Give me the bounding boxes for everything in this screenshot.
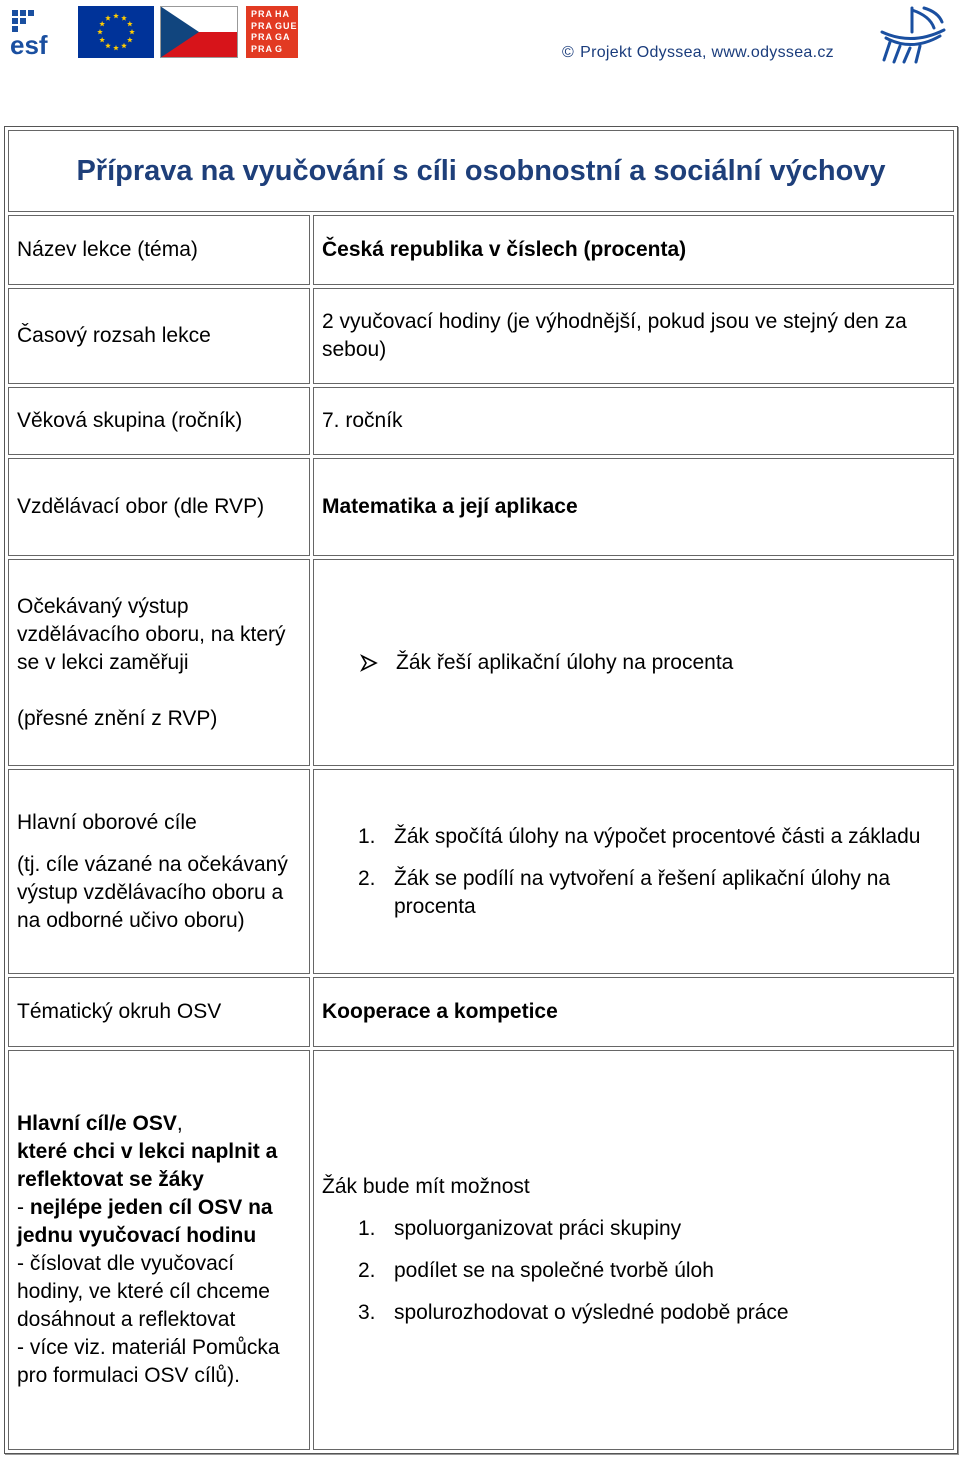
age-group-label: Věková skupina (ročník) <box>8 387 310 455</box>
osv-goals-lead: Žák bude mít možnost <box>322 1175 530 1198</box>
lesson-plan-table <box>4 126 958 1454</box>
esf-logo-text: esf <box>10 30 48 58</box>
praha-logo: PRA HA PRA GUE PRA GA PRA G <box>246 6 298 58</box>
lesson-topic-value: Česká republika v číslech (procenta) <box>313 215 954 285</box>
row-lesson-topic <box>8 215 954 285</box>
time-range-value: 2 vyučovací hodiny (je výhodnější, pokud jsou ve stejný den za sebou) <box>313 288 954 384</box>
document-title: Příprava na vyučování s cíli osobnostní a sociální výchovy <box>8 130 954 212</box>
osv-goals-label-cell: Hlavní cíl/e OSV, které chci v lekci naplnit a reflektovat se žáky - nejlépe jeden cíl OSV na jednu vyučovací hodinu - číslovat dle vyučovací hodiny, ve které cíl chceme dosáhnout a reflektovat - více viz. materiál Pomůcka pro formulaci OSV cílů). <box>8 1050 310 1450</box>
list-item: 1. spoluorganizovat práci skupiny <box>358 1217 682 1240</box>
osv-area-label: Tématický okruh OSV <box>8 977 310 1047</box>
row-osv-goals <box>8 1050 954 1450</box>
osv-area-value: Kooperace a kompetice <box>313 977 954 1047</box>
list-item: 2. podílet se na společné tvorbě úloh <box>358 1259 714 1282</box>
main-goals-list <box>322 823 945 921</box>
outcome-bullet-text: Žák řeší aplikační úlohy na procenta <box>396 650 734 674</box>
row-age-group <box>8 387 954 455</box>
credit-text: Projekt Odyssea, www.odyssea.cz <box>580 44 834 61</box>
row-expected-outcome <box>8 559 954 766</box>
project-credit <box>562 44 834 62</box>
esf-logo <box>8 6 73 58</box>
subject-area-label: Vzdělávací obor (dle RVP) <box>8 458 310 556</box>
list-item: 1. Žák spočítá úlohy na výpočet procentové části a základu <box>358 824 921 848</box>
osv-goals-value-cell <box>313 1050 954 1450</box>
row-time-range <box>8 288 954 384</box>
copyright-symbol: © <box>562 44 575 61</box>
row-osv-area <box>8 977 954 1047</box>
page-header <box>0 0 960 80</box>
main-goals-note: (tj. cíle vázané na očekávaný výstup vzdělávacího oboru a na odborné učivo oboru) <box>17 852 288 932</box>
arrow-bullet-icon <box>360 654 378 672</box>
time-range-label: Časový rozsah lekce <box>8 288 310 384</box>
list-item: 3. spolurozhodovat o výsledné podobě práce <box>358 1301 789 1324</box>
expected-outcome-value-cell <box>313 559 954 766</box>
subject-area-value: Matematika a její aplikace <box>313 458 954 556</box>
outcome-bullet-item <box>322 649 945 677</box>
osv-goals-list <box>322 1215 945 1327</box>
czech-flag-icon <box>160 6 238 58</box>
eu-flag-icon <box>78 6 154 58</box>
row-subject-area <box>8 458 954 556</box>
main-goals-label-cell <box>8 769 310 974</box>
lesson-topic-label: Název lekce (téma) <box>8 215 310 285</box>
expected-outcome-label: Očekávaný výstup vzdělávacího oboru, na který se v lekci zaměřuji <box>17 594 286 674</box>
list-item: 2. Žák se podílí na vytvoření a řešení aplikační úlohy na procenta <box>358 866 891 918</box>
row-main-goals <box>8 769 954 974</box>
expected-outcome-label-cell <box>8 559 310 766</box>
age-group-value: 7. ročník <box>313 387 954 455</box>
main-goals-value-cell <box>313 769 954 974</box>
expected-outcome-note: (přesné znění z RVP) <box>17 706 218 730</box>
odyssea-ship-icon <box>872 2 952 64</box>
main-goals-label: Hlavní oborové cíle <box>17 810 197 834</box>
